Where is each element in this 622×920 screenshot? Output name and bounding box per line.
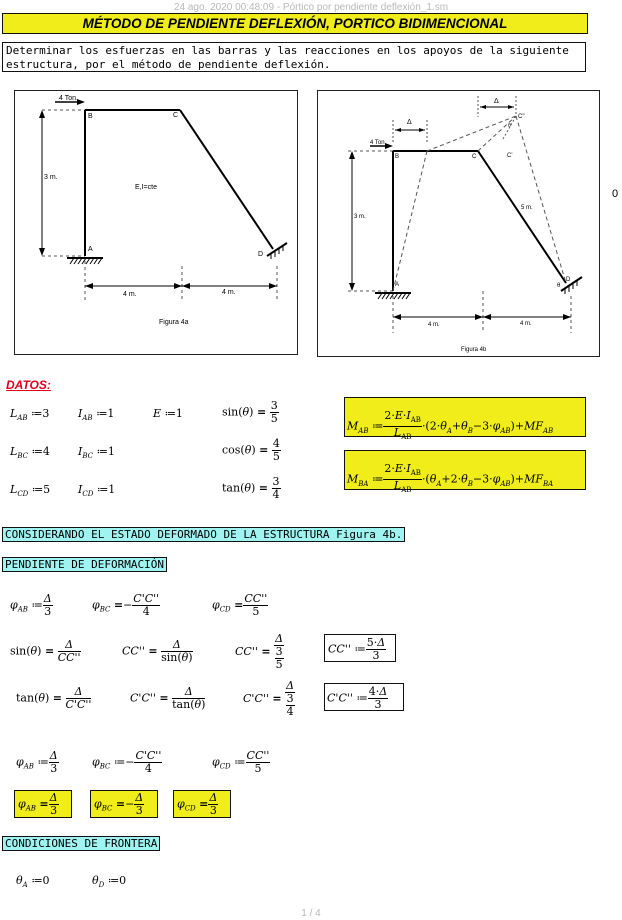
- fig4a-node-c: C: [173, 112, 179, 119]
- fig4b-node-a: A: [395, 282, 400, 288]
- eq-sin-theta: sin(θ) = $\frac{3}{5}$: [222, 399, 278, 425]
- problem-statement: [2, 42, 586, 72]
- eq-cpcpp-tan: C'C'' = $\frac{\Delta}{\tan(\theta)}$: [130, 685, 206, 711]
- eq-cpcpp-result: C'C'' ≔ $\frac{4\cdot\Delta}{3}$: [324, 683, 404, 711]
- fig4a-span2-label: 4 m.: [222, 289, 236, 296]
- fig4b-diag-label: 5 m.: [521, 205, 533, 211]
- eq-phi-bc-1: $\varphi_{BC}$ =− $\frac{C'C''}{4}$: [92, 592, 160, 618]
- eq-phi-cd-1: $\varphi_{CD}$ = $\frac{CC''}{5}$: [212, 592, 268, 618]
- section-pendiente: PENDIENTE DE DEFORMACIÓN: [2, 557, 167, 572]
- fig4a-load-label: 4 Ton.: [59, 95, 78, 102]
- eq-iab: $I_{AB}$ ≔1: [78, 407, 115, 423]
- fig4b-span2-label: 4 m.: [520, 321, 532, 327]
- fig4b-node-c: C: [472, 154, 477, 160]
- eq-icd: $I_{CD}$ ≔1: [78, 483, 116, 499]
- eq-cc-frac: CC'' = $\frac{\Delta}{\frac{3}{5}}$: [235, 632, 284, 671]
- fig4b-node-cpp: C'': [518, 114, 525, 120]
- document-title: MÉTODO DE PENDIENTE DEFLEXIÓN, PORTICO BIDIMENCIONAL: [2, 13, 588, 34]
- section-frontera: CONDICIONES DE FRONTERA: [2, 836, 160, 851]
- eq-theta-a: $\theta_A$ ≔0: [16, 874, 50, 890]
- page-header: 24 ago. 2020 00:48:09 - Pórtico por pendiente deflexión_1.sm: [173, 2, 449, 13]
- eq-cc-sin: CC'' = $\frac{\Delta}{\sin(\theta)}$: [122, 638, 193, 664]
- fig4b-theta-small: θ: [508, 123, 511, 129]
- problem-line-2: estructura, por el método de pendiente deflexión.: [6, 58, 331, 71]
- figure-4a: [14, 90, 298, 355]
- problem-line-1: Determinar los esfuerzas en las barras y las reacciones en los apoyos de la siguiente: [6, 44, 569, 57]
- eq-phi-ab-1: $\varphi_{AB}$ ≔ $\frac{\Delta}{3}$: [10, 592, 52, 618]
- fig4b-caption: Figura 4b: [461, 347, 487, 353]
- eq-cpcpp-frac: C'C'' = $\frac{\Delta}{\frac{3}{4}}$: [243, 679, 295, 718]
- eq-mab-box: $M_{AB}$ ≔ $\frac{2\cdot E\cdot I_{AB}}{L_{AB}}$ $\cdot(2\cdot\theta_A+\theta_B-3\cdot\varphi_{AB})+MF_{AB}$: [344, 397, 586, 437]
- fig4a-node-b: B: [88, 113, 93, 120]
- fig4b-delta-mid: Δ: [407, 119, 412, 126]
- fig4a-caption: Figura 4a: [159, 319, 189, 326]
- eq-lab: $L_{AB}$ ≔3: [10, 407, 50, 423]
- figure-4b: [317, 90, 600, 357]
- fig4b-node-d: D: [566, 277, 571, 283]
- fig4a-node-a: A: [88, 246, 93, 253]
- eq-cos-theta: cos(θ) = $\frac{4}{5}$: [222, 437, 280, 463]
- eq-phi-cd-2: $\varphi_{CD}$ ≔ $\frac{CC''}{5}$: [212, 749, 270, 775]
- fig4a-node-d: D: [258, 251, 264, 258]
- fig4b-theta: θ: [557, 283, 561, 289]
- eq-phi-bc-result: $\varphi_{BC}$ =− $\frac{\Delta}{3}$: [90, 790, 158, 818]
- fig4b-delta-top: Δ: [494, 98, 499, 105]
- page-footer: 1 / 4: [301, 908, 321, 919]
- eq-cc-result: CC'' ≔ $\frac{5\cdot\Delta}{3}$: [324, 634, 396, 662]
- eq-ibc: $I_{BC}$ ≔1: [78, 445, 115, 461]
- section-deformado: CONSIDERANDO EL ESTADO DEFORMADO DE LA ESTRUCTURA Figura 4b.: [2, 527, 405, 542]
- fig4b-height-label: 3 m.: [354, 214, 366, 220]
- side-value: 0: [612, 188, 619, 200]
- datos-label: DATOS:: [6, 378, 51, 392]
- eq-phi-cd-result: $\varphi_{CD}$ = $\frac{\Delta}{3}$: [173, 790, 231, 818]
- fig4b-node-b: B: [395, 154, 400, 160]
- eq-e: E ≔1: [153, 407, 183, 420]
- eq-phi-bc-2: $\varphi_{BC}$ ≔− $\frac{C'C''}{4}$: [92, 749, 162, 775]
- fig4b-load-label: 4 Ton.: [370, 140, 387, 146]
- eq-tan-theta: tan(θ) = $\frac{3}{4}$: [222, 475, 280, 501]
- fig4a-height-label: 3 m.: [44, 174, 58, 181]
- eq-phi-ab-2: $\varphi_{AB}$ ≔ $\frac{\Delta}{3}$: [16, 749, 58, 775]
- eq-mba-box: $M_{BA}$ ≔ $\frac{2\cdot E\cdot I_{AB}}{L_{AB}}$ $\cdot(\theta_A+2\cdot\theta_B-3\cdot\varphi_{AB})+MF_{BA}$: [344, 450, 586, 490]
- eq-lbc: $L_{BC}$ ≔4: [10, 445, 50, 461]
- eq-lcd: $L_{CD}$ ≔5: [10, 483, 51, 499]
- eq-theta-d: $\theta_D$ ≔0: [92, 874, 127, 890]
- eq-phi-ab-result: $\varphi_{AB}$ = $\frac{\Delta}{3}$: [14, 790, 72, 818]
- fig4b-node-cp: C': [507, 153, 513, 159]
- eq-tan-cpcpp: tan(θ) = $\frac{\Delta}{C'C''}$: [16, 685, 92, 711]
- fig4a-span1-label: 4 m.: [123, 291, 137, 298]
- fig4b-span1-label: 4 m.: [428, 322, 440, 328]
- fig4a-section-label: E,I=cte: [135, 184, 157, 191]
- eq-sin-cc: sin(θ) = $\frac{\Delta}{CC''}$: [10, 638, 81, 664]
